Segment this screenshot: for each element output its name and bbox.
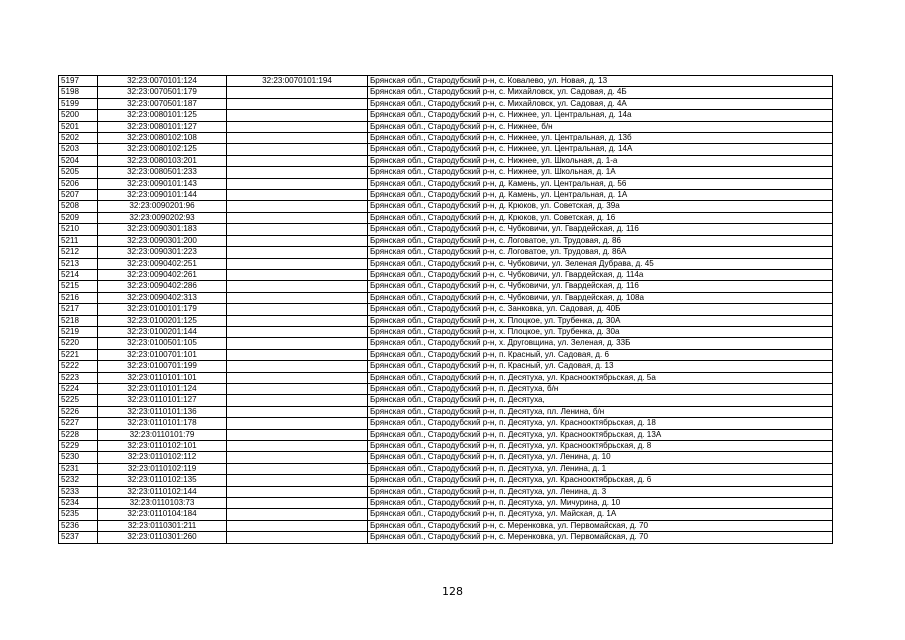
table-row <box>59 349 833 360</box>
address-cell: Брянская обл., Стародубский р-н, с. Нижнее, ул. Школьная, д. 1-а <box>368 155 833 166</box>
related-cadastral-number-cell <box>227 509 368 520</box>
row-number-cell: 5212 <box>59 247 98 258</box>
related-cadastral-number-cell <box>227 304 368 315</box>
row-number-cell: 5206 <box>59 178 98 189</box>
related-cadastral-number-cell <box>227 361 368 372</box>
table-row <box>59 190 833 201</box>
related-cadastral-number-cell <box>227 235 368 246</box>
address-cell: Брянская обл., Стародубский р-н, с. Нижнее, ул. Центральная, д. 14А <box>368 144 833 155</box>
cadastral-number-cell: 32:23:0070501:179 <box>98 87 227 98</box>
table-row <box>59 509 833 520</box>
related-cadastral-number-cell <box>227 326 368 337</box>
cadastral-number-cell: 32:23:0110101:101 <box>98 372 227 383</box>
related-cadastral-number-cell <box>227 269 368 280</box>
cadastral-number-cell: 32:23:0110102:112 <box>98 452 227 463</box>
related-cadastral-number-cell <box>227 475 368 486</box>
cadastral-number-cell: 32:23:0110102:144 <box>98 486 227 497</box>
row-number-cell: 5233 <box>59 486 98 497</box>
table-row <box>59 292 833 303</box>
address-cell: Брянская обл., Стародубский р-н, с. Чубковичи, ул. Зеленая Дубрава, д. 45 <box>368 258 833 269</box>
address-cell: Брянская обл., Стародубский р-н, с. Меренковка, ул. Первомайская, д. 70 <box>368 520 833 531</box>
table-row <box>59 224 833 235</box>
cadastral-number-cell: 32:23:0110102:135 <box>98 475 227 486</box>
cadastral-number-cell: 32:23:0090402:286 <box>98 281 227 292</box>
related-cadastral-number-cell <box>227 201 368 212</box>
cadastral-number-cell: 32:23:0110101:136 <box>98 406 227 417</box>
row-number-cell: 5220 <box>59 338 98 349</box>
cadastral-number-cell: 32:23:0110103:73 <box>98 498 227 509</box>
related-cadastral-number-cell <box>227 406 368 417</box>
table-row <box>59 532 833 543</box>
cadastral-number-cell: 32:23:0100701:199 <box>98 361 227 372</box>
table-row <box>59 178 833 189</box>
table-row <box>59 361 833 372</box>
property-registry-table <box>58 75 833 544</box>
table-row <box>59 212 833 223</box>
related-cadastral-number-cell <box>227 532 368 543</box>
table-row <box>59 201 833 212</box>
related-cadastral-number-cell <box>227 133 368 144</box>
row-number-cell: 5219 <box>59 326 98 337</box>
related-cadastral-number-cell <box>227 383 368 394</box>
table-row <box>59 520 833 531</box>
page-number: 128 <box>442 585 463 598</box>
table-row <box>59 463 833 474</box>
table-row <box>59 281 833 292</box>
address-cell: Брянская обл., Стародубский р-н, с. Логоватое, ул. Трудовая, д. 86 <box>368 235 833 246</box>
table-row <box>59 406 833 417</box>
related-cadastral-number-cell <box>227 292 368 303</box>
row-number-cell: 5214 <box>59 269 98 280</box>
cadastral-number-cell: 32:23:0090202:93 <box>98 212 227 223</box>
address-cell: Брянская обл., Стародубский р-н, с. Нижнее, б/н <box>368 121 833 132</box>
table-row <box>59 383 833 394</box>
table-row <box>59 315 833 326</box>
row-number-cell: 5232 <box>59 475 98 486</box>
cadastral-number-cell: 32:23:0110102:119 <box>98 463 227 474</box>
address-cell: Брянская обл., Стародубский р-н, п. Десятуха, ул. Ленина, д. 10 <box>368 452 833 463</box>
address-cell: Брянская обл., Стародубский р-н, п. Красный, ул. Садовая, д. 6 <box>368 349 833 360</box>
address-cell: Брянская обл., Стародубский р-н, х. Друговщина, ул. Зеленая, д. 33Б <box>368 338 833 349</box>
cadastral-number-cell: 32:23:0100501:105 <box>98 338 227 349</box>
address-cell: Брянская обл., Стародубский р-н, п. Десятуха, ул. Краснооктябрьская, д. 18 <box>368 418 833 429</box>
address-cell: Брянская обл., Стародубский р-н, с. Нижнее, ул. Школьная, д. 1А <box>368 167 833 178</box>
row-number-cell: 5215 <box>59 281 98 292</box>
table-row <box>59 110 833 121</box>
address-cell: Брянская обл., Стародубский р-н, п. Десятуха, ул. Ленина, д. 1 <box>368 463 833 474</box>
address-cell: Брянская обл., Стародубский р-н, п. Десятуха, ул. Краснооктябрьская, д. 13А <box>368 429 833 440</box>
address-cell: Брянская обл., Стародубский р-н, д. Камень, ул. Центральная, д. 56 <box>368 178 833 189</box>
cadastral-number-cell: 32:23:0080102:108 <box>98 133 227 144</box>
related-cadastral-number-cell <box>227 258 368 269</box>
cadastral-number-cell: 32:23:0110101:124 <box>98 383 227 394</box>
address-cell: Брянская обл., Стародубский р-н, с. Нижнее, ул. Центральная, д. 14а <box>368 110 833 121</box>
cadastral-number-cell: 32:23:0110101:79 <box>98 429 227 440</box>
cadastral-number-cell: 32:23:0090402:251 <box>98 258 227 269</box>
address-cell: Брянская обл., Стародубский р-н, п. Десятуха, пл. Ленина, б/н <box>368 406 833 417</box>
row-number-cell: 5207 <box>59 190 98 201</box>
table-row <box>59 269 833 280</box>
table-row <box>59 486 833 497</box>
cadastral-number-cell: 32:23:0090402:261 <box>98 269 227 280</box>
address-cell: Брянская обл., Стародубский р-н, п. Десятуха, <box>368 395 833 406</box>
cadastral-number-cell: 32:23:0090301:223 <box>98 247 227 258</box>
table-row <box>59 121 833 132</box>
related-cadastral-number-cell <box>227 110 368 121</box>
row-number-cell: 5221 <box>59 349 98 360</box>
row-number-cell: 5213 <box>59 258 98 269</box>
related-cadastral-number-cell <box>227 98 368 109</box>
address-cell: Брянская обл., Стародубский р-н, п. Красный, ул. Садовая, д. 13 <box>368 361 833 372</box>
address-cell: Брянская обл., Стародубский р-н, х. Плоцкое, ул. Трубенка, д. 30а <box>368 326 833 337</box>
cadastral-number-cell: 32:23:0110102:101 <box>98 441 227 452</box>
cadastral-number-cell: 32:23:0090301:183 <box>98 224 227 235</box>
cadastral-number-cell: 32:23:0110101:178 <box>98 418 227 429</box>
cadastral-number-cell: 32:23:0080501:233 <box>98 167 227 178</box>
row-number-cell: 5236 <box>59 520 98 531</box>
row-number-cell: 5225 <box>59 395 98 406</box>
address-cell: Брянская обл., Стародубский р-н, п. Десятуха, ул. Мичурина, д. 10 <box>368 498 833 509</box>
row-number-cell: 5200 <box>59 110 98 121</box>
related-cadastral-number-cell <box>227 463 368 474</box>
table-row <box>59 498 833 509</box>
row-number-cell: 5217 <box>59 304 98 315</box>
related-cadastral-number-cell <box>227 144 368 155</box>
related-cadastral-number-cell <box>227 429 368 440</box>
table-row <box>59 475 833 486</box>
address-cell: Брянская обл., Стародубский р-н, с. Михайловск, ул. Садовая, д. 4А <box>368 98 833 109</box>
row-number-cell: 5208 <box>59 201 98 212</box>
cadastral-number-cell: 32:23:0080101:127 <box>98 121 227 132</box>
cadastral-number-cell: 32:23:0090101:143 <box>98 178 227 189</box>
cadastral-number-cell: 32:23:0070101:124 <box>98 76 227 87</box>
address-cell: Брянская обл., Стародубский р-н, с. Нижнее, ул. Центральная, д. 13б <box>368 133 833 144</box>
row-number-cell: 5211 <box>59 235 98 246</box>
address-cell: Брянская обл., Стародубский р-н, с. Меренковка, ул. Первомайская, д. 70 <box>368 532 833 543</box>
cadastral-number-cell: 32:23:0080103:201 <box>98 155 227 166</box>
related-cadastral-number-cell <box>227 224 368 235</box>
related-cadastral-number-cell <box>227 167 368 178</box>
related-cadastral-number-cell <box>227 349 368 360</box>
related-cadastral-number-cell <box>227 212 368 223</box>
table-row <box>59 144 833 155</box>
row-number-cell: 5204 <box>59 155 98 166</box>
registry-table-body <box>59 76 833 544</box>
table-row <box>59 372 833 383</box>
related-cadastral-number-cell <box>227 338 368 349</box>
row-number-cell: 5223 <box>59 372 98 383</box>
address-cell: Брянская обл., Стародубский р-н, с. Ковалево, ул. Новая, д. 13 <box>368 76 833 87</box>
cadastral-number-cell: 32:23:0070501:187 <box>98 98 227 109</box>
cadastral-number-cell: 32:23:0090402:313 <box>98 292 227 303</box>
cadastral-number-cell: 32:23:0110301:211 <box>98 520 227 531</box>
row-number-cell: 5218 <box>59 315 98 326</box>
address-cell: Брянская обл., Стародубский р-н, д. Камень, ул. Центральная, д. 1А <box>368 190 833 201</box>
related-cadastral-number-cell <box>227 452 368 463</box>
related-cadastral-number-cell <box>227 441 368 452</box>
row-number-cell: 5227 <box>59 418 98 429</box>
address-cell: Брянская обл., Стародубский р-н, д. Крюков, ул. Советская, д. 39а <box>368 201 833 212</box>
row-number-cell: 5224 <box>59 383 98 394</box>
address-cell: Брянская обл., Стародубский р-н, с. Чубковичи, ул. Гвардейская, д. 116 <box>368 224 833 235</box>
address-cell: Брянская обл., Стародубский р-н, п. Десятуха, ул. Майская, д. 1А <box>368 509 833 520</box>
row-number-cell: 5198 <box>59 87 98 98</box>
related-cadastral-number-cell <box>227 178 368 189</box>
table-row <box>59 235 833 246</box>
address-cell: Брянская обл., Стародубский р-н, с. Логоватое, ул. Трудовая, д. 86А <box>368 247 833 258</box>
table-row <box>59 338 833 349</box>
related-cadastral-number-cell <box>227 155 368 166</box>
cadastral-number-cell: 32:23:0110104:184 <box>98 509 227 520</box>
address-cell: Брянская обл., Стародубский р-н, п. Десятуха, ул. Краснооктябрьская, д. 6 <box>368 475 833 486</box>
related-cadastral-number-cell <box>227 247 368 258</box>
related-cadastral-number-cell <box>227 486 368 497</box>
table-row <box>59 304 833 315</box>
table-row <box>59 133 833 144</box>
table-row <box>59 452 833 463</box>
table-row <box>59 418 833 429</box>
related-cadastral-number-cell <box>227 498 368 509</box>
row-number-cell: 5230 <box>59 452 98 463</box>
related-cadastral-number-cell <box>227 418 368 429</box>
related-cadastral-number-cell <box>227 520 368 531</box>
row-number-cell: 5229 <box>59 441 98 452</box>
address-cell: Брянская обл., Стародубский р-н, с. Чубковичи, ул. Гвардейская, д. 114а <box>368 269 833 280</box>
cadastral-number-cell: 32:23:0090101:144 <box>98 190 227 201</box>
cadastral-number-cell: 32:23:0110101:127 <box>98 395 227 406</box>
row-number-cell: 5205 <box>59 167 98 178</box>
table-row <box>59 441 833 452</box>
address-cell: Брянская обл., Стародубский р-н, п. Десятуха, б/н <box>368 383 833 394</box>
address-cell: Брянская обл., Стародубский р-н, п. Десятуха, ул. Краснооктябрьская, д. 8 <box>368 441 833 452</box>
row-number-cell: 5216 <box>59 292 98 303</box>
address-cell: Брянская обл., Стародубский р-н, х. Плоцкое, ул. Трубенка, д. 30А <box>368 315 833 326</box>
row-number-cell: 5209 <box>59 212 98 223</box>
cadastral-number-cell: 32:23:0090301:200 <box>98 235 227 246</box>
table-row <box>59 87 833 98</box>
cadastral-number-cell: 32:23:0090201:96 <box>98 201 227 212</box>
row-number-cell: 5201 <box>59 121 98 132</box>
address-cell: Брянская обл., Стародубский р-н, с. Занковка, ул. Садовая, д. 40Б <box>368 304 833 315</box>
related-cadastral-number-cell <box>227 395 368 406</box>
row-number-cell: 5203 <box>59 144 98 155</box>
cadastral-number-cell: 32:23:0080101:125 <box>98 110 227 121</box>
related-cadastral-number-cell <box>227 281 368 292</box>
related-cadastral-number-cell <box>227 87 368 98</box>
related-cadastral-number-cell <box>227 372 368 383</box>
related-cadastral-number-cell <box>227 315 368 326</box>
address-cell: Брянская обл., Стародубский р-н, с. Чубковичи, ул. Гвардейская, д. 116 <box>368 281 833 292</box>
table-row <box>59 247 833 258</box>
cadastral-number-cell: 32:23:0100201:125 <box>98 315 227 326</box>
table-row <box>59 429 833 440</box>
table-row <box>59 326 833 337</box>
cadastral-number-cell: 32:23:0100701:101 <box>98 349 227 360</box>
cadastral-number-cell: 32:23:0100201:144 <box>98 326 227 337</box>
table-row <box>59 167 833 178</box>
address-cell: Брянская обл., Стародубский р-н, п. Десятуха, ул. Краснооктябрьская, д. 5а <box>368 372 833 383</box>
address-cell: Брянская обл., Стародубский р-н, п. Десятуха, ул. Ленина, д. 3 <box>368 486 833 497</box>
address-cell: Брянская обл., Стародубский р-н, с. Михайловск, ул. Садовая, д. 4Б <box>368 87 833 98</box>
related-cadastral-number-cell <box>227 121 368 132</box>
row-number-cell: 5231 <box>59 463 98 474</box>
address-cell: Брянская обл., Стародубский р-н, с. Чубковичи, ул. Гвардейская, д. 108а <box>368 292 833 303</box>
table-row <box>59 395 833 406</box>
row-number-cell: 5202 <box>59 133 98 144</box>
table-row <box>59 98 833 109</box>
row-number-cell: 5226 <box>59 406 98 417</box>
row-number-cell: 5234 <box>59 498 98 509</box>
table-row <box>59 258 833 269</box>
row-number-cell: 5210 <box>59 224 98 235</box>
row-number-cell: 5228 <box>59 429 98 440</box>
cadastral-number-cell: 32:23:0100101:179 <box>98 304 227 315</box>
row-number-cell: 5199 <box>59 98 98 109</box>
table-row <box>59 76 833 87</box>
address-cell: Брянская обл., Стародубский р-н, д. Крюков, ул. Советская, д. 16 <box>368 212 833 223</box>
cadastral-number-cell: 32:23:0080102:125 <box>98 144 227 155</box>
row-number-cell: 5197 <box>59 76 98 87</box>
row-number-cell: 5222 <box>59 361 98 372</box>
cadastral-number-cell: 32:23:0110301:260 <box>98 532 227 543</box>
related-cadastral-number-cell <box>227 190 368 201</box>
row-number-cell: 5237 <box>59 532 98 543</box>
row-number-cell: 5235 <box>59 509 98 520</box>
table-row <box>59 155 833 166</box>
related-cadastral-number-cell: 32:23:0070101:194 <box>227 76 368 87</box>
